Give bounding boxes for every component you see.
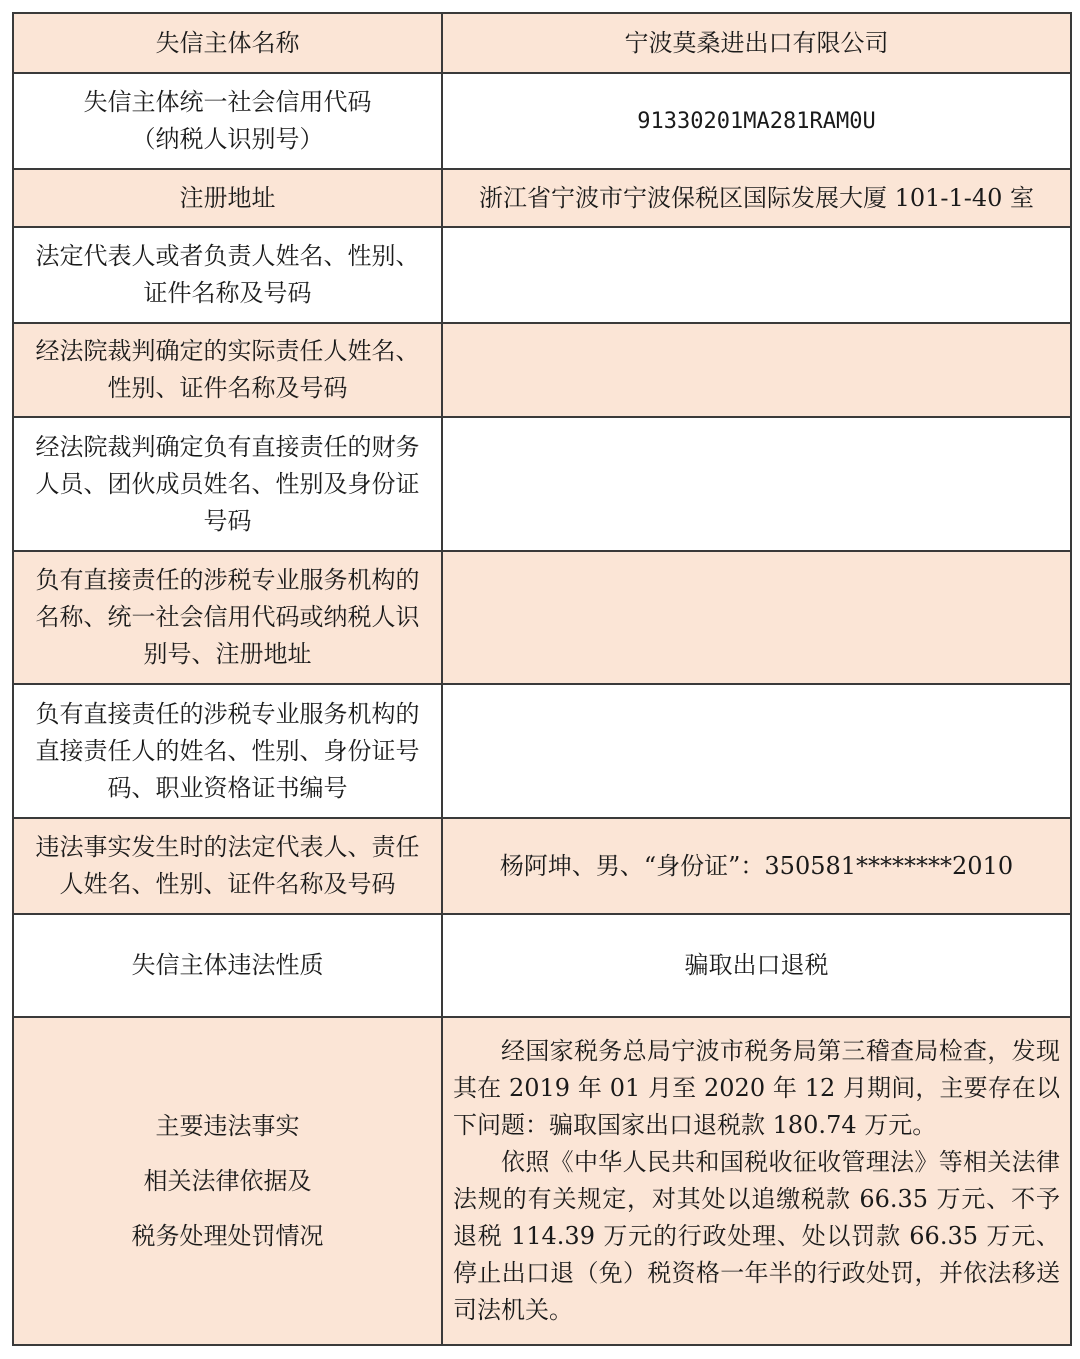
credit-info-table — [12, 12, 1072, 1346]
row-violation-nature — [13, 914, 1071, 1017]
row-tax-agency — [13, 551, 1071, 684]
value-tax-agency — [442, 551, 1071, 684]
value-legal-representative — [442, 227, 1071, 323]
label-registered-address: 注册地址 — [13, 169, 442, 227]
value-violation-nature: 骗取出口退税 — [442, 914, 1071, 1017]
row-tax-agency-person — [13, 684, 1071, 818]
row-legal-representative — [13, 227, 1071, 323]
value-registered-address: 浙江省宁波市宁波保税区国际发展大厦 101-1-40 室 — [442, 169, 1071, 227]
label-tax-agency: 负有直接责任的涉税专业服务机构的名称、统一社会信用代码或纳税人识别号、注册地址 — [13, 551, 442, 684]
label-violation-representative: 违法事实发生时的法定代表人、责任人姓名、性别、证件名称及号码 — [13, 818, 442, 914]
row-actual-responsible-person — [13, 323, 1071, 417]
credit-info-table-wrapper — [12, 12, 1070, 1346]
label-tax-agency-person: 负有直接责任的涉税专业服务机构的直接责任人的姓名、性别、身份证号码、职业资格证书编号 — [13, 684, 442, 818]
value-tax-agency-person — [442, 684, 1071, 818]
row-main-facts — [13, 1017, 1071, 1345]
label-main-facts-line-2: 相关法律依据及 — [143, 1166, 312, 1195]
label-main-facts-line-1: 主要违法事实 — [155, 1111, 300, 1140]
facts-paragraph-2: 依照《中华人民共和国税收征收管理法》等相关法律法规的有关规定，对其处以追缴税款 66.35 万元、不予退税 114.39 万元的行政处理、处以罚款 66.35 万元、停止出口退（免）税资格一年半的行政处罚，并依法移送司法机关。 — [453, 1148, 1060, 1324]
label-credit-code-line-1: 失信主体统一社会信用代码 — [83, 88, 372, 116]
value-violation-representative: 杨阿坤、男、“身份证”：350581********2010 — [442, 818, 1071, 914]
value-finance-staff — [442, 417, 1071, 551]
row-entity-name — [13, 13, 1071, 73]
label-main-facts — [13, 1017, 442, 1345]
row-registered-address — [13, 169, 1071, 227]
label-entity-name: 失信主体名称 — [13, 13, 442, 73]
value-main-facts — [442, 1017, 1071, 1345]
value-entity-name: 宁波莫桑进出口有限公司 — [442, 13, 1071, 73]
label-credit-code-line-2: （纳税人识别号） — [131, 125, 324, 153]
label-actual-responsible-person: 经法院裁判确定的实际责任人姓名、性别、证件名称及号码 — [13, 323, 442, 417]
value-actual-responsible-person — [442, 323, 1071, 417]
label-legal-representative: 法定代表人或者负责人姓名、性别、证件名称及号码 — [13, 227, 442, 323]
label-violation-nature: 失信主体违法性质 — [13, 914, 442, 1017]
row-violation-representative — [13, 818, 1071, 914]
value-credit-code: 91330201MA281RAM0U — [442, 73, 1071, 169]
label-finance-staff: 经法院裁判确定负有直接责任的财务人员、团伙成员姓名、性别及身份证号码 — [13, 417, 442, 551]
facts-paragraph-1: 经国家税务总局宁波市税务局第三稽查局检查，发现其在 2019 年 01 月至 2020 年 12 月期间，主要存在以下问题：骗取国家出口退税款 180.74 万元。 — [453, 1037, 1060, 1139]
row-finance-staff — [13, 417, 1071, 551]
label-credit-code — [13, 73, 442, 169]
label-main-facts-line-3: 税务处理处罚情况 — [131, 1221, 324, 1250]
row-credit-code — [13, 73, 1071, 169]
